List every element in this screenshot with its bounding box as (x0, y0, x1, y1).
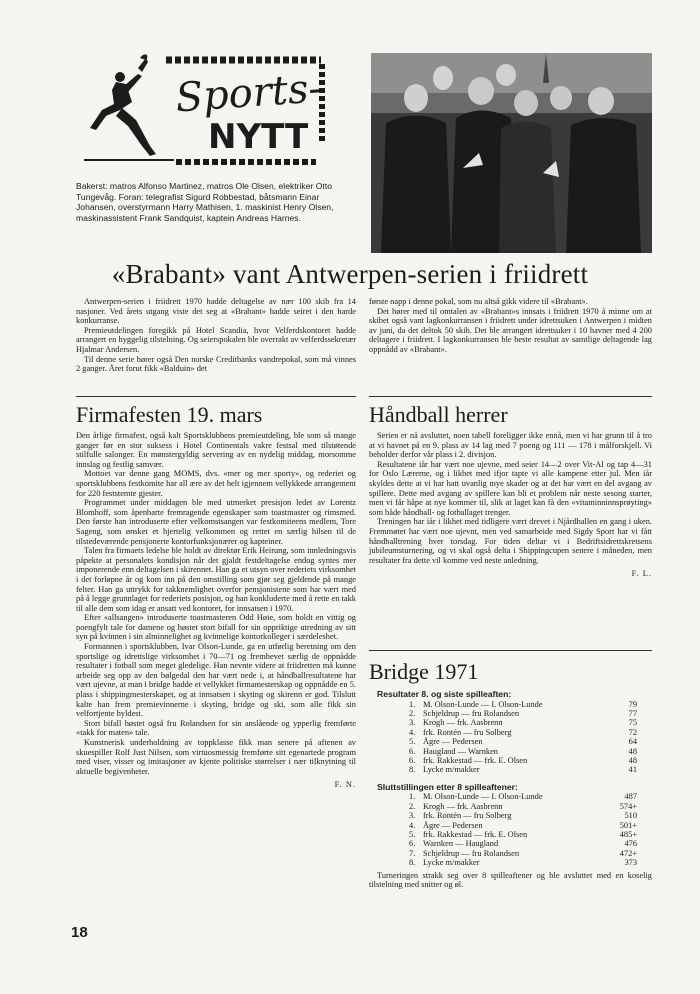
article-paragraph: Formannen i sportsklubben, Ivar Olson-Lunde, ga en utførlig beretning om den sportslige og idrettslige virksomhet i 70—71 og fremhevet særlig de oppnådde resultater i fotball som meget gledelige. Han nevnte videre at friidretten må kunne arbeide seg opp av den bølgedal den har vært nede i, at håndballresultatene har vært ujevne, at man i bridge hadde et vellykket firmamesterskap og oppnådde en 5. plass i shippingmesterskapet, og at innsatsen i skyting og skirenn er god. Tilslutt kalte han frem premievinnerne i skyting, bridge og ski, som alle fikk sin velfortjente hyldest. (76, 642, 356, 719)
article-paragraph: Den årlige firmafest, også kalt Sportsklubbens premieutdeling, ble som så mange ganger før en stor suksess i Hotel Continentals vakre festsal med tilstøtende stilfulle salonger. En mønstergyldig servering av en nydelig middag, morsomme innslag og festlig samvær. (76, 431, 356, 469)
place-number: 2. (409, 801, 416, 811)
pair-name: M. Olson-Lunde — I. Olson-Lunde (423, 699, 543, 709)
table-row (409, 792, 637, 801)
pair-name: Schjeldrup — fru Rolandsen (423, 848, 520, 858)
table-row (409, 811, 637, 820)
pair-name: M. Olson-Lunde — I. Olson-Lunde (423, 792, 543, 802)
points: 487 (624, 792, 637, 802)
points: 75 (628, 718, 637, 728)
sports-nytt-logo (76, 50, 331, 170)
firmafesten-title: Firmafesten 19. mars (76, 402, 263, 427)
points: 79 (628, 699, 637, 709)
article-signature: F. L. (631, 569, 652, 579)
pair-name: frk. Rontén — fru Solberg (423, 727, 512, 737)
place-number: 6. (409, 746, 416, 756)
bridge-title: Bridge 1971 (369, 659, 479, 684)
runner-torch-icon (90, 54, 156, 156)
points: 48 (628, 746, 637, 756)
pair-name: frk. Rakkestad — frk. E. Olsen (423, 756, 528, 766)
bridge-standings-table (409, 792, 637, 867)
place-number: 1. (409, 792, 416, 802)
place-number: 3. (409, 811, 416, 821)
article-signature: F. N. (334, 780, 356, 790)
place-number: 5. (409, 737, 416, 747)
points: 476 (624, 839, 637, 849)
team-photo (371, 53, 652, 253)
section-divider (369, 396, 652, 397)
points: 373 (624, 858, 637, 868)
points: 574+ (619, 801, 637, 811)
intro-paragraph: første napp i denne pokal, som nu altså gikk videre til «Brabant». (369, 297, 588, 306)
handball-title: Håndball herrer (369, 402, 508, 427)
logo-word-sports: Sports- (174, 65, 324, 122)
table-row (409, 821, 637, 830)
points: 501+ (619, 820, 637, 830)
table-row (409, 756, 637, 765)
table-row (409, 858, 637, 867)
pair-name: Lycke m/makker (423, 765, 480, 775)
table-row (409, 728, 637, 737)
article-paragraph: Stort bifall høstet også fru Rolandsen for sin anslående og ypperlig fremførte «takk for maten» tale. (76, 718, 356, 738)
table-row (409, 849, 637, 858)
article-paragraph: Mottoet var denne gang MOMS, dvs. «mer og mer sporty», og rederiet og sportsklubbens festkomite har all ære av det helt igjennem vellykkede arrangement for 220 feststemte gjester. (76, 469, 356, 498)
pair-name: Lycke m/makker (423, 858, 480, 868)
pair-name: Warnken — Haugland (423, 839, 499, 849)
page-number: 18 (71, 924, 88, 941)
intro-paragraph: Antwerpen-serien i friidrett 1970 hadde deltagelse av nær 100 skib fra 14 nasjoner. Ved årets utgang viste det seg at «Brabant» hadde seiret i den harde konkurranse. (76, 297, 356, 326)
points: 48 (628, 756, 637, 766)
bridge-closing-text: Turneringen strakk seg over 8 spilleaftener og ble avsluttet med en koselig tilstelning med snitter og øl. (369, 870, 652, 890)
intro-paragraph: Premieutdelingen foregikk på Hotel Scandia, hvor Velferdskontoret hadde arrangert en hyggelig tilstelning. Og seierspokalen ble overrakt av velferdssekretær Hjalmar Andersen. (76, 325, 356, 354)
article-paragraph: Resultatene iår har vært noe ujevne, med seier 14—2 over Vit-Al og tap 4—31 for Oslo Lærerne, og i likhet med ifjor tapte vi alle kampene etter jul. Men iår skyldes dette at vi har hatt uvanlig mye skader og at det har vært en del avgang av spillere. Dette med avgang av spillere kan bli et problem når neste sesong starter, men vi får håpe at nye kommer til, slik at laget kan få den «vitaminninnsprøyting» som både håndball- og fotballaget trenger. (369, 459, 652, 517)
pair-name: frk. Rakkestad — frk. E. Olsen (423, 830, 528, 840)
pair-name: Ågre — Pedersen (423, 820, 483, 830)
place-number: 6. (409, 839, 416, 849)
bridge-article (369, 690, 652, 890)
points: 510 (624, 811, 637, 821)
intro-left-column (76, 297, 356, 374)
place-number: 4. (409, 820, 416, 830)
article-paragraph: Programmet under middagen ble med utmerket presisjon ledet av Lorentz Blomhoff, som åpenbarte fremragende egenskaper som toastmaster og rimsmed. Den første han introduserte efter velkomstsangen var festkomiteens medlem, Tore Sageng, som ønsket et hjertelig velkommen og rettet en særlig hilsen til de tilstedeværende pensjonerte kontorfunksjonærer og kapteiner. (76, 498, 356, 546)
place-number: 3. (409, 718, 416, 728)
place-number: 7. (409, 848, 416, 858)
place-number: 6. (409, 756, 416, 766)
points: 64 (628, 737, 637, 747)
photo-caption: Bakerst: matros Alfonso Martinez, matros Ole Olsen, elektriker Otto Tungevåg. Foran: telegrafist Sigurd Robbestad, båtsmann Einar Johansen, overstyrmann Harry Mathisen, 1. maskinist Henry Olsen, maskinassistent Frank Sandquist, kaptein Andreas Harnes. (76, 181, 334, 223)
points: 472+ (619, 848, 637, 858)
bridge-results-heading: Resultater 8. og siste spilleaften: (377, 689, 512, 699)
article-paragraph: Talen fra firmaets ledelse ble holdt av direktør Erik Heirung, som innledningsvis påpekte at personalets kondisjon når det gjaldt festdeltagelse endog syntes mer imponerende enn deltagelsen i skirennet. Han ga et utsyn over rederiets virksomhet i det forløpne år og kom inn på den omstilling som gjør seg gjeldende på mange felter. Han ga uttrykk for takknemlighet overfor pensjonistene som har vært med på å legge grunnlaget for rederiets posisjon, og han konkluderte med å rette en takk til alle dem som idag er ansatt ved kontoret, for innsatsen i 1970. (76, 546, 356, 613)
firmafesten-article (76, 431, 356, 790)
handball-article (369, 431, 652, 579)
place-number: 8. (409, 765, 416, 775)
logo-word-nytt: NYTT (208, 117, 309, 157)
table-row (409, 737, 637, 746)
place-number: 4. (409, 727, 416, 737)
pair-name: Krogh — frk. Aasbrenn (423, 718, 503, 728)
table-row (409, 718, 637, 727)
section-divider (76, 396, 356, 397)
bridge-standings-heading: Sluttstillingen etter 8 spilleaftener: (377, 781, 518, 792)
table-row (409, 830, 637, 839)
pair-name: Schjeldrup — fru Rolandsen (423, 709, 520, 718)
points: 72 (628, 727, 637, 737)
pair-name: frk. Rontén — fru Solberg (423, 811, 512, 821)
article-paragraph: Efter «allsangen» introduserte toastmasteren Odd Høie, som holdt en vittig og poengfylt tale for damene og høstet stort bifall for sin oppriktige utredning av sitt syn på kvinnen i sin alminnelighet og kvinnelige kontorkolleger i særdeleshet. (76, 613, 356, 642)
article-paragraph: Serien er nå avsluttet, noen tabell foreligger ikke ennå, men vi har grunn til å tro at vi havnet på en 9. plass av 14 lag med 7 poeng og 111 — 178 i målforskjell. Vi beholder derfor vår plass i 2. divisjon. (369, 431, 652, 460)
section-divider (369, 650, 652, 651)
table-row (409, 709, 637, 718)
place-number: 1. (409, 699, 416, 709)
main-headline: «Brabant» vant Antwerpen-serien i friidrett (111, 259, 589, 289)
pair-name: Krogh — frk. Aasbrenn (423, 801, 503, 811)
points: 41 (628, 765, 637, 775)
place-number: 2. (409, 709, 416, 718)
table-row (409, 747, 637, 756)
pair-name: Haugland — Warnken (423, 746, 498, 756)
table-row (409, 765, 637, 774)
pair-name: Ågre — Pedersen (423, 737, 483, 747)
intro-right-column (369, 297, 652, 355)
table-row (409, 802, 637, 811)
place-number: 5. (409, 830, 416, 840)
points: 77 (628, 709, 637, 718)
points: 485+ (619, 830, 637, 840)
article-paragraph: Treningen har iår i likhet med tidligere vært drevet i Njårdhallen en gang i uken. Fremmøtet har vært noe ujevnt, men ved samarbeide med Sigdy Sport har vi fått håndballtrening hver torsdag. For tiden deltar vi i Bedriftsidrettskretsens jubileumsturnering, og vi skal også delta i Shippingcupen senere i måneden, men resultater fra dette vil komme ved neste anledning. (369, 517, 652, 565)
intro-paragraph: Til denne serie hører også Den norske Creditbanks vandrepokal, som må vinnes 2 ganger. Året forut fikk «Balduin» det (76, 354, 356, 374)
table-row (409, 839, 637, 848)
intro-paragraph: Det hører med til omtalen av «Brabant»s innsats i friidrett 1970 å minne om at skibet også vant lagkonkurransen i friidrett under idrettsuken i Antwerpen i midten av juni, da det deltok 50 skib. Det ble arrangert idrettsuker i 10 havner med 4 200 deltagere i friidrett. I lagkonkurransen ble beste resultat av samtlige deltagende lag oppnådd av «Brabant». (369, 306, 652, 354)
table-row (409, 700, 637, 709)
article-paragraph: Kunstnerisk underholdning av toppklasse fikk man senere på aftenen av skuespiller Rolf Just Nilsen, som virtuosmessig fremførte sitt egenartede program med viser, visser og imitasjoner av kjente politiske størrelser i nær tilknytning til aktuelle begivenheter. (76, 738, 356, 776)
bridge-results-table (409, 700, 637, 775)
place-number: 8. (409, 858, 416, 868)
